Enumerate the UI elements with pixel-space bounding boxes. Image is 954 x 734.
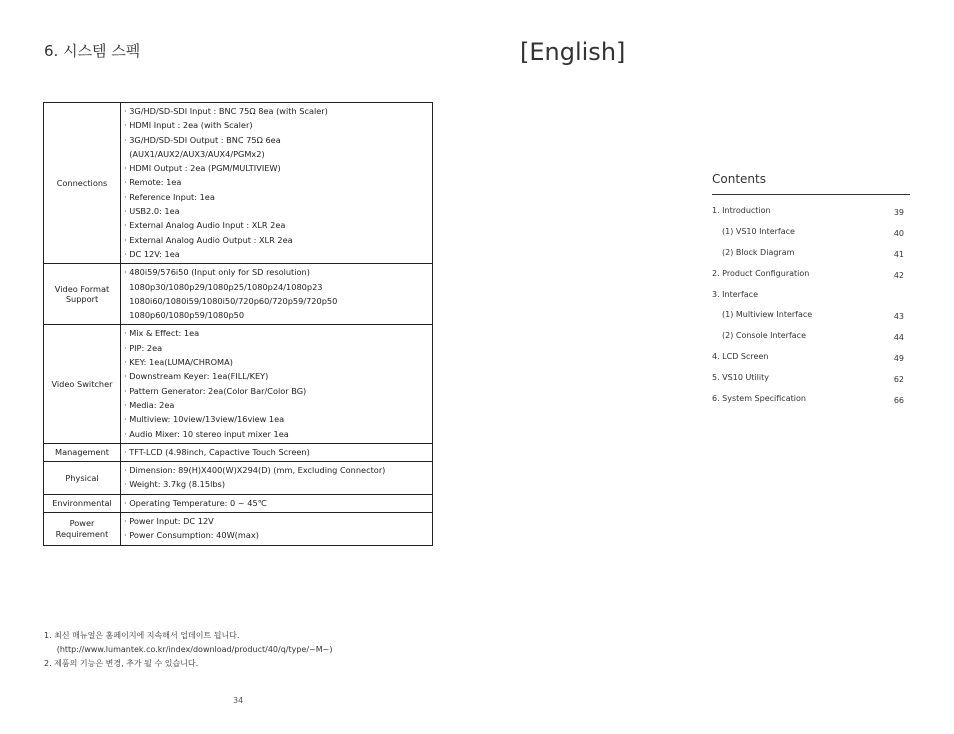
spec-line: · Pattern Generator: 2ea(Color Bar/Color BG) <box>124 385 307 396</box>
toc-item-label: (2) Console Interface <box>722 331 806 341</box>
footnote-1: 1. 최신 매뉴얼은 홈페이지에 지속해서 업데이트 됩니다. <box>44 631 240 640</box>
toc-item[interactable] <box>712 264 904 285</box>
page-number: 34 <box>233 696 244 705</box>
spec-line: · Multiview: 10view/13view/16view 1ea <box>124 414 285 425</box>
spec-line: · Operating Temperature: 0 ~ 45℃ <box>124 497 267 508</box>
toc-item-page: 43 <box>893 312 904 322</box>
toc-item-label: 1. Introduction <box>712 206 771 215</box>
spec-line: 1080p30/1080p29/1080p25/1080p24/1080p23 <box>124 281 323 292</box>
toc-item-page: 66 <box>893 396 904 406</box>
spec-line: · Power Consumption: 40W(max) <box>124 530 259 541</box>
spec-category: Physical <box>44 462 121 495</box>
spec-line: · 480i59/576i50 (Input only for SD resolution) <box>124 267 310 278</box>
spec-line: · DC 12V: 1ea <box>124 248 180 259</box>
spec-table <box>43 102 433 546</box>
spec-line: · External Analog Audio Output : XLR 2ea <box>124 234 293 245</box>
spec-category: Environmental <box>44 494 121 512</box>
spec-line: · PIP: 2ea <box>124 342 163 353</box>
spec-line: · Media: 2ea <box>124 399 175 410</box>
table-of-contents <box>712 201 904 410</box>
toc-item-page: 49 <box>893 354 904 364</box>
spec-values <box>121 103 433 264</box>
spec-line: · HDMI Input : 2ea (with Scaler) <box>124 120 253 131</box>
toc-item-label: 5. VS10 Utility <box>712 373 769 383</box>
spec-category: Management <box>44 443 121 461</box>
toc-item[interactable] <box>712 326 904 347</box>
toc-item[interactable] <box>712 368 904 389</box>
contents-divider <box>712 194 910 195</box>
spec-line: · Weight: 3.7kg (8.15lbs) <box>124 479 226 490</box>
toc-item-label: (1) VS10 Interface <box>722 226 795 236</box>
toc-item[interactable] <box>712 389 904 410</box>
contents-heading: Contents <box>712 172 766 186</box>
spec-category: Video Format Support <box>44 264 121 325</box>
section-title: 6. 시스템 스펙 <box>44 42 141 60</box>
spec-values <box>121 325 433 443</box>
spec-line: · TFT-LCD (4.98inch, Capactive Touch Screen) <box>124 446 310 457</box>
spec-line: (AUX1/AUX2/AUX3/AUX4/PGMx2) <box>124 148 265 159</box>
toc-item[interactable] <box>712 305 904 326</box>
toc-item[interactable] <box>712 285 904 306</box>
toc-item-label: 3. Interface <box>712 289 758 299</box>
toc-item-page: 44 <box>893 333 904 343</box>
spec-row <box>44 513 433 546</box>
spec-line: · Power Input: DC 12V <box>124 516 214 527</box>
spec-values <box>121 264 433 325</box>
spec-line: · 3G/HD/SD-SDI Output : BNC 75Ω 6ea <box>124 134 281 145</box>
spec-category: Video Switcher <box>44 325 121 443</box>
spec-line: · Audio Mixer: 10 stereo input mixer 1ea <box>124 428 289 439</box>
language-title: [English] <box>520 38 626 66</box>
toc-item-page: 41 <box>893 249 904 259</box>
spec-line: · USB2.0: 1ea <box>124 206 180 217</box>
footnote-2: 2. 제품의 기능은 변경, 추가 될 수 있습니다. <box>44 659 199 668</box>
spec-line: · External Analog Audio Input : XLR 2ea <box>124 220 286 231</box>
spec-line: 1080p60/1080p59/1080p50 <box>124 310 245 321</box>
spec-row <box>44 462 433 495</box>
toc-item-label: (2) Block Diagram <box>722 247 795 257</box>
toc-item[interactable] <box>712 243 904 264</box>
spec-line: · Mix & Effect: 1ea <box>124 328 200 339</box>
spec-line: · Remote: 1ea <box>124 177 182 188</box>
footnotes <box>44 629 332 671</box>
toc-item[interactable] <box>712 201 904 222</box>
toc-item-page: 62 <box>893 375 904 385</box>
toc-item-page: 39 <box>893 208 904 217</box>
toc-item-page: 40 <box>893 228 904 238</box>
spec-values <box>121 494 433 512</box>
spec-line: · 3G/HD/SD-SDI Input : BNC 75Ω 8ea (with Scaler) <box>124 106 328 116</box>
spec-line: · Reference Input: 1ea <box>124 191 215 202</box>
toc-item-label: 2. Product Configuration <box>712 268 810 278</box>
spec-line: 1080i60/1080i59/1080i50/720p60/720p59/720p50 <box>124 295 338 306</box>
spec-row <box>44 443 433 461</box>
toc-item-label: 4. LCD Screen <box>712 352 769 362</box>
spec-category: Power Requirement <box>44 513 121 546</box>
spec-row <box>44 103 433 264</box>
spec-line: · Downstream Keyer: 1ea(FILL/KEY) <box>124 371 269 382</box>
toc-item[interactable] <box>712 347 904 368</box>
spec-row <box>44 325 433 443</box>
footnote-1-url: (http://www.lumantek.co.kr/index/download/product/40/q/type/~M~) <box>44 645 333 654</box>
toc-item-page: 42 <box>893 270 904 280</box>
spec-line: · KEY: 1ea(LUMA/CHROMA) <box>124 357 233 368</box>
toc-item[interactable] <box>712 222 904 243</box>
spec-values <box>121 443 433 461</box>
spec-values <box>121 513 433 546</box>
spec-line: · HDMI Output : 2ea (PGM/MULTIVIEW) <box>124 163 281 174</box>
toc-item-label: (1) Multiview Interface <box>722 310 813 320</box>
spec-row <box>44 494 433 512</box>
toc-item-label: 6. System Specification <box>712 394 806 404</box>
spec-category: Connections <box>44 103 121 264</box>
spec-values <box>121 462 433 495</box>
spec-line: · Dimension: 89(H)X400(W)X294(D) (mm, Excluding Connector) <box>124 465 386 476</box>
spec-row <box>44 264 433 325</box>
